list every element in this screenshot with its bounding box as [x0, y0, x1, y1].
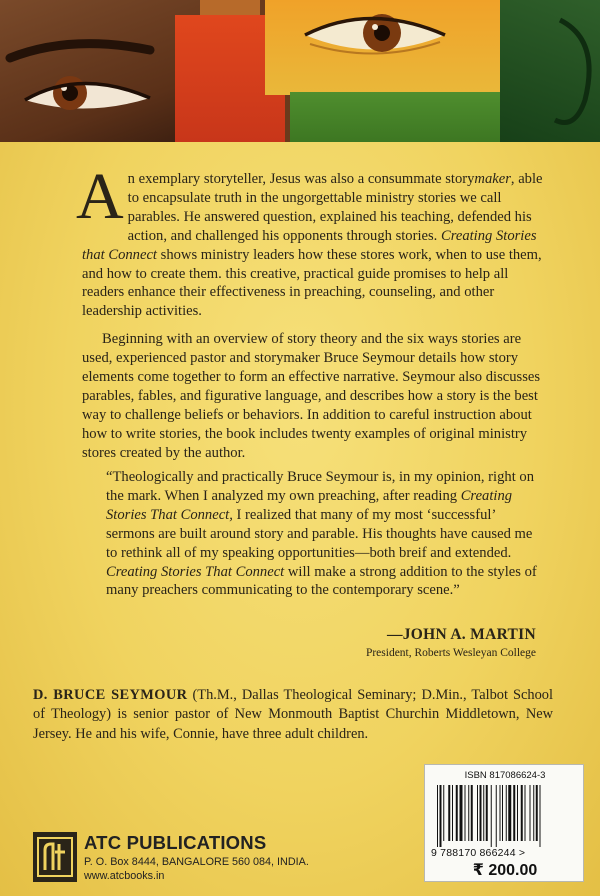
barcode-bar	[533, 785, 534, 841]
barcode-bar	[465, 785, 466, 841]
description-paragraph-2: Beginning with an overview of story theory and the six ways stories are used, experienced pastor and storymaker Bruce Seymour details how story elements come together to form an effective narrative. Seymour also discusses parables, fables, and figurative language, and describes how a story is the best way to challenge beliefs or behaviors. In addition to careful instruction about how to write stories, the book includes twenty examples of original ministry stores created by the author.	[82, 331, 541, 461]
author-name: D. BRUCE SEYMOUR	[33, 687, 188, 703]
barcode-sticker	[424, 764, 584, 882]
barcode-bar	[513, 785, 515, 841]
endorsement-quote: “Theologically and practically Bruce Seymour is, in my opinion, right on the mark. When I analyzed my own preaching, after reading Creating Stories That Connect, I realized that many of my most ‘successful’ sermons are built around story and parable. His thoughts have caused me to rethink all of my speaking opportunities—both breif and extended. Creating Stories That Connect will make a strong addition to the styles of many preachers communicating to the contemporary scene.”	[106, 469, 537, 599]
barcode-bar	[517, 785, 518, 841]
drop-cap: A	[76, 160, 124, 233]
author-bio: D. BRUCE SEYMOUR (Th.M., Dallas Theological Seminary; D.Min., Talbot School of Theology) is senior pastor of New Monmouth Baptist Churchin Middletown, New Jersey. He and his wife, Connie, have three adult children.	[33, 687, 554, 742]
cover-artwork	[0, 0, 600, 142]
barcode-bar	[483, 785, 484, 841]
barcode-bar	[506, 785, 507, 841]
barcode-bar	[500, 785, 501, 841]
publisher-address: P. O. Box 8444, BANGALORE 560 084, INDIA.	[84, 856, 309, 868]
ean-number: 9 788170 866244 >	[431, 847, 526, 859]
barcode-bar	[443, 785, 444, 841]
barcode-graphic	[435, 785, 575, 847]
barcode-bar	[491, 785, 492, 847]
book-description	[76, 160, 552, 463]
barcode-bar	[448, 785, 450, 841]
isbn-label: ISBN 817086624-3	[464, 770, 546, 781]
barcode-bar	[480, 785, 482, 841]
barcode-bar	[525, 785, 526, 841]
barcode-bar	[521, 785, 523, 841]
barcode-bar	[486, 785, 488, 841]
atc-logo-icon	[33, 832, 77, 882]
barcode-bar	[536, 785, 538, 841]
barcode-bar	[477, 785, 478, 841]
barcode-bar	[471, 785, 473, 841]
barcode-bar	[508, 785, 511, 841]
right-eye-painting	[305, 14, 445, 54]
barcode-bar	[530, 785, 531, 841]
barcode-bar	[502, 785, 503, 841]
book-title-italic: Creating Stories that Connect	[82, 227, 537, 263]
barcode-bar	[440, 785, 442, 847]
endorser-name: —JOHN A. MARTIN	[386, 626, 536, 643]
barcode-bar	[468, 785, 469, 841]
price-label: ₹ 200.00	[472, 862, 538, 879]
publisher-website: www.atcbooks.in	[84, 870, 165, 882]
barcode-bar	[460, 785, 463, 841]
endorser-title: President, Roberts Wesleyan College	[365, 647, 536, 659]
barcode-bar	[452, 785, 453, 841]
barcode-bar	[437, 785, 438, 847]
publisher-name: ATC PUBLICATIONS	[84, 832, 267, 853]
description-paragraph-1: An exemplary storyteller, Jesus was also a consummate storymaker, able to encapsulate truth in the ungorgettable ministry stories we call parables. He answered question, explained his teaching, defended his action, and challenged his opponents through stories. Creating Stories that Connect shows ministry leaders how these stores work, when to use them, and how to create them. this creative, practical guide promises to help all readers enhance their effectiveness in preaching, counseling, and other leadership activities.	[76, 160, 543, 320]
barcode-bar	[496, 785, 497, 847]
barcode-bar	[540, 785, 541, 847]
left-eye-painting	[25, 76, 150, 110]
barcode-bar	[456, 785, 458, 841]
